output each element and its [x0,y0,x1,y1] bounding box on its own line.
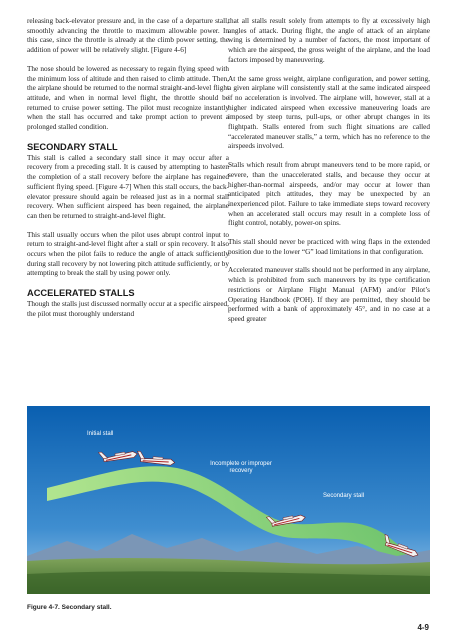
ground-field [27,571,430,594]
label-initial-stall: Initial stall [87,431,114,437]
section-heading-accelerated-stalls: ACCELERATED STALLS [27,288,135,299]
label-secondary-stall: Secondary stall [323,493,365,499]
paragraph: This stall usually occurs when the pilot uses abrupt control input to return to straight-and-level flight after a stall or spin recovery. It also occurs when the pilot fails to reduce the angle of attack sufficiently during stall recovery by not lowering pitch attitude sufficiently, or by attempting to break the stall by using power only. [27,230,229,278]
label-incomplete-recovery: Incomplete or improper recovery [210,461,272,474]
paragraph: At the same gross weight, airplane configuration, and power setting, a given airplane will consistently stall at the same indicated airspeed if no acceleration is involved. The airplane will, however, stall at a higher indicated airspeed when excessive maneuvering loads are imposed by steep turns, pull-ups, or other abrupt changes in its flightpath. Stalls entered from such flight situations are called “accelerated maneuver stalls,” a term, which has no reference to the airspeeds involved. [228,74,430,151]
page-number: 4-9 [417,623,429,632]
figure-secondary-stall [27,406,430,594]
paragraph: This stall should never be practiced with wing flaps in the extended position due to the lower “G” load limitations in that configuration. [228,238,430,256]
section-heading-secondary-stall: SECONDARY STALL [27,141,118,152]
paragraph: that all stalls result solely from attempts to fly at excessively high angles of attack. During flight, the angle of attack of an airplane wing is determined by a number of factors, the most important of which are the airspeed, the gross weight of the airplane, and the load factors imposed by maneuvering. [228,17,430,64]
paragraph: releasing back-elevator pressure and, in the case of a departure stall, smoothly advancing the throttle to maximum allowable power. In this case, since the throttle is already at the climb power setting, the addition of power will be relatively slight. [Figure 4-6] [27,17,229,55]
paragraph: Though the stalls just discussed normally occur at a specific airspeed, the pilot must thoroughly understand [27,300,229,318]
text-column-left [27,17,229,329]
paragraph: Accelerated maneuver stalls should not be performed in any airplane, which is prohibited from such maneuvers by its type certification restrictions or Airplane Flight Manual (AFM) and/or Pilot’s Operating Handbook (POH). If they are permitted, they should be performed with a bank of approximately 45°, and in no case at a speed greater [228,266,430,323]
text-column-right [228,17,430,334]
figure-caption: Figure 4-7. Secondary stall. [27,604,112,611]
paragraph: Stalls which result from abrupt maneuvers tend to be more rapid, or severe, than the unaccelerated stalls, and because they occur at higher-than-normal airspeeds, and/or may occur at lower than anticipated pitch attitudes, they may be unexpected by an inexperienced pilot. Failure to take immediate steps toward recovery when an accelerated stall occurs may result in a complete loss of flight control, notably, power-on spins. [228,161,430,228]
paragraph: This stall is called a secondary stall since it may occur after a recovery from a preceding stall. It is caused by attempting to hasten the completion of a stall recovery before the airplane has regained sufficient flying speed. [Figure 4-7] When this stall occurs, the back-elevator pressure should again be released just as in a normal stall recovery. When sufficient airspeed has been regained, the airplane can then be returned to straight-and-level flight. [27,153,229,220]
paragraph: The nose should be lowered as necessary to regain flying speed with the minimum loss of altitude and then raised to climb attitude. Then, the airplane should be returned to the normal straight-and-level flight attitude, and when in normal level flight, the throttle should be returned to cruise power setting. The pilot must recognize instantly when the stall has occurred and take prompt action to prevent a prolonged stalled condition. [27,64,229,132]
